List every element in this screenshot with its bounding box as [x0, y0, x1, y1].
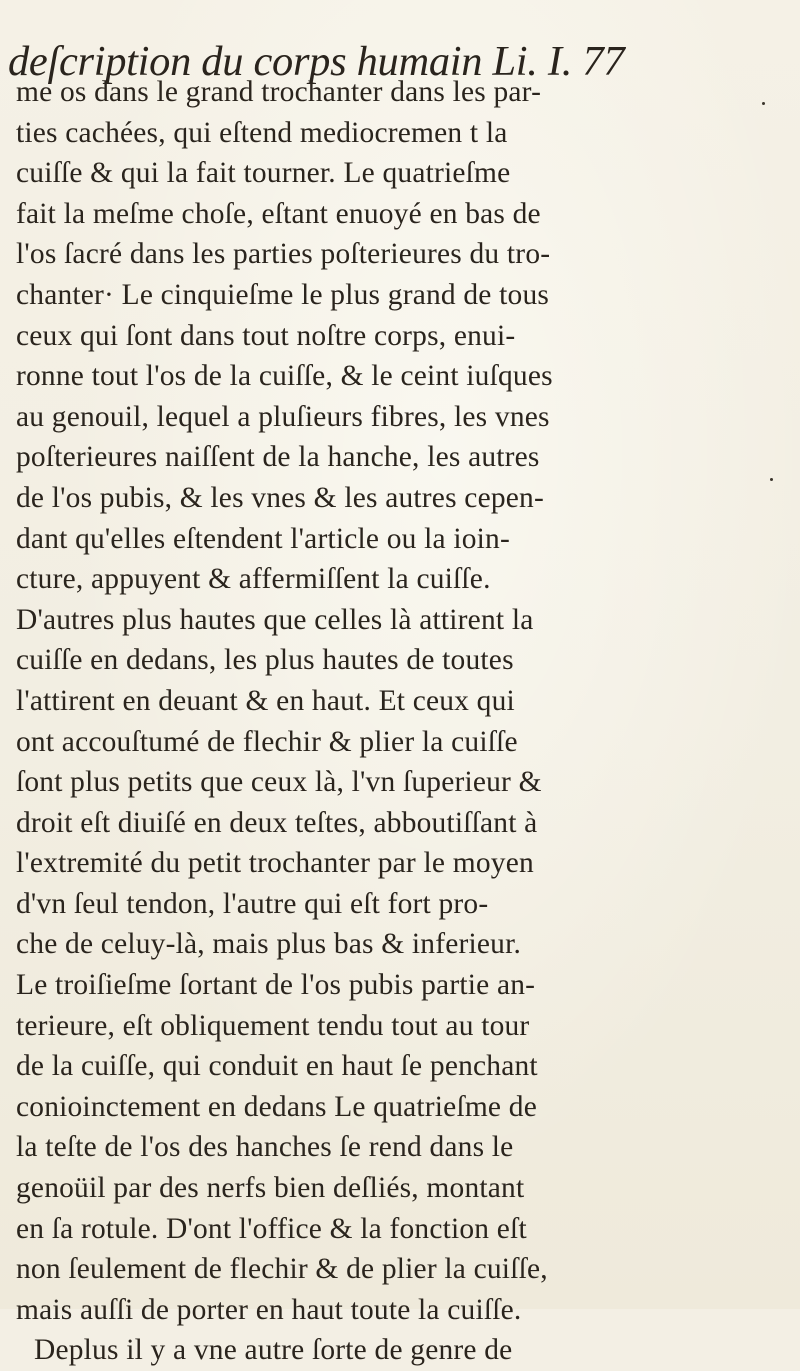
text-line: en ſa rotule. D'ont l'office & la fonction eſt [16, 1212, 527, 1245]
text-line: droit eſt diuiſé en deux teſtes, abboutiſſant à [16, 806, 538, 839]
text-line: l'attirent en deuant & en haut. Et ceux qui [16, 684, 515, 717]
text-line: ont accouſtumé de flechir & plier la cuiſſe [16, 725, 518, 758]
text-line: d'vn ſeul tendon, l'autre qui eſt fort pro- [16, 887, 489, 920]
text-line: ceux qui ſont dans tout noſtre corps, enui- [16, 319, 516, 352]
text-line: l'extremité du petit trochanter par le moyen [16, 847, 534, 880]
text-line: mais auſſi de porter en haut toute la cuiſſe. [16, 1293, 522, 1326]
ink-speck [770, 478, 773, 481]
text-line: Deplus il y a vne autre ſorte de genre de [34, 1334, 513, 1367]
text-line: D'autres plus hautes que celles là attirent la [16, 603, 534, 636]
text-line: conioinctement en dedans Le quatrieſme de [16, 1090, 537, 1123]
text-line: chanter· Le cinquieſme le plus grand de tous [16, 278, 550, 311]
text-line: cture, appuyent & affermiſſent la cuiſſe. [16, 563, 491, 596]
text-line: dant qu'elles eſtendent l'article ou la ioin- [16, 522, 510, 555]
ink-speck [762, 102, 765, 105]
text-line: de la cuiſſe, qui conduit en haut ſe penchant [16, 1050, 538, 1083]
text-line: me os dans le grand trochanter dans les par- [16, 76, 542, 108]
text-line: Le troiſieſme ſortant de l'os pubis partie an- [16, 969, 536, 1002]
text-line: fait la meſme choſe, eſtant enuoyé en bas de [16, 197, 541, 230]
text-line: non ſeulement de flechir & de plier la cuiſſe, [16, 1253, 548, 1286]
text-line: poſterieures naiſſent de la hanche, les autres [16, 441, 540, 474]
text-line: la teſte de l'os des hanches ſe rend dans le [16, 1131, 514, 1164]
text-line: ſont plus petits que ceux là, l'vn ſuperieur & [16, 766, 542, 799]
text-line: au genouil, lequel a pluſieurs fibres, les vnes [16, 400, 550, 433]
running-header: deſcription du corps humain Li. I. 77 [8, 38, 625, 85]
text-line: ronne tout l'os de la cuiſſe, & le ceint iuſques [16, 360, 553, 393]
text-line: l'os ſacré dans les parties poſterieures du tro- [16, 238, 551, 271]
body-text [16, 72, 800, 1371]
text-line: che de celuy-là, mais plus bas & inferieur. [16, 928, 522, 961]
text-line: cuiſſe & qui la fait tourner. Le quatrieſme [16, 157, 511, 190]
text-line: ties cachées, qui eſtend mediocremen t la [16, 116, 508, 149]
text-line: genoüil par des nerfs bien deſliés, montant [16, 1172, 525, 1205]
text-line: cuiſſe en dedans, les plus hautes de toutes [16, 644, 514, 677]
text-line: terieure, eſt obliquement tendu tout au tour [16, 1009, 530, 1042]
text-line: de l'os pubis, & les vnes & les autres cepen- [16, 481, 544, 514]
